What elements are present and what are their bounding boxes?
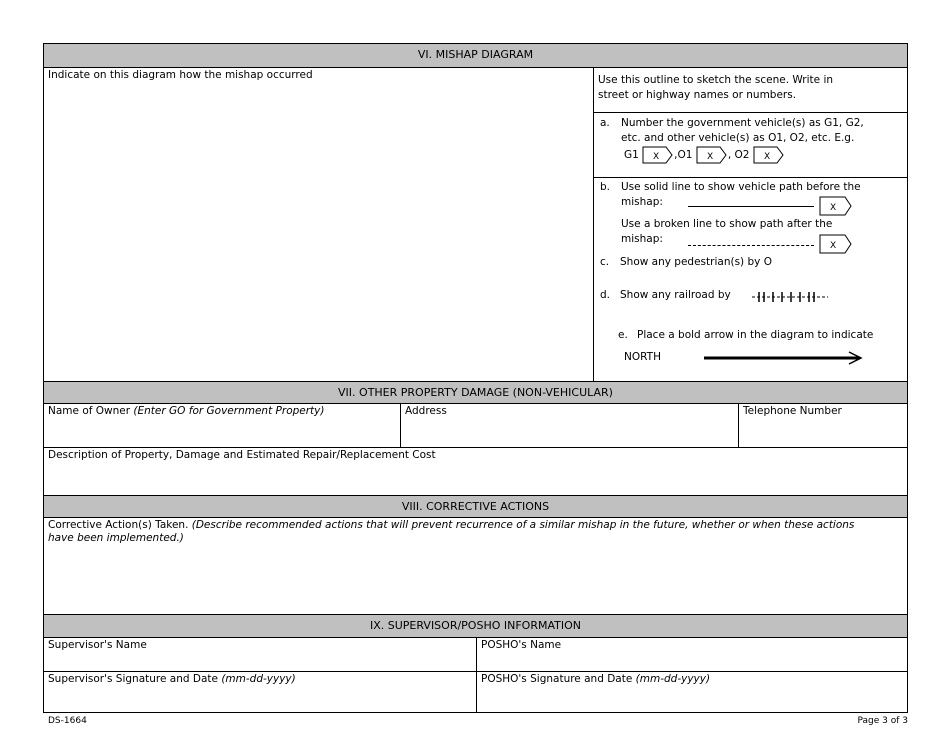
vehicle-box-icon [696, 146, 728, 164]
section-8-header [43, 495, 908, 518]
north-arrow-icon [704, 350, 864, 366]
marker-e: e. [618, 329, 628, 341]
svg-text:X: X [653, 152, 660, 162]
pedestrian-text: Show any pedestrian(s) by O [620, 256, 772, 268]
section-9-title: IX. SUPERVISOR/POSHO INFORMATION [369, 619, 581, 632]
owner-label: Name of Owner [48, 405, 134, 417]
marker-c: c. [600, 256, 610, 268]
corrective-actions-label: Corrective Action(s) Taken. [48, 519, 192, 531]
property-description-field[interactable] [43, 447, 908, 496]
telephone-label: Telephone Number [743, 405, 842, 417]
railroad-icon [752, 290, 828, 304]
svg-text:X: X [706, 152, 713, 162]
address-field[interactable] [400, 403, 739, 448]
supervisor-name-label: Supervisor's Name [48, 639, 147, 651]
north-arrow-text: Place a bold arrow in the diagram to indicate [637, 329, 874, 341]
instructions-b-e [593, 177, 908, 382]
date-hint: (mm-dd-yyyy) [221, 673, 296, 685]
owner-name-field[interactable] [43, 403, 401, 448]
instruction-a [593, 112, 908, 178]
section-8-title: VIII. CORRECTIVE ACTIONS [401, 500, 550, 513]
posho-name-field[interactable] [476, 637, 908, 672]
marker-b: b. [600, 181, 611, 193]
instructions-intro [593, 67, 908, 113]
section-9-header [43, 614, 908, 638]
vehicle-box-icon [819, 196, 853, 216]
corrective-actions-field[interactable] [43, 517, 908, 615]
supervisor-name-field[interactable] [43, 637, 477, 672]
instruction-a-text: Number the government vehicle(s) as G1, G2, etc. and other vehicle(s) as O1, O2, etc. E.g. [621, 117, 864, 144]
posho-signature-label: POSHO's Signature and Date [481, 673, 636, 685]
property-description-label: Description of Property, Damage and Estimated Repair/Replacement Cost [48, 449, 436, 461]
section-7-header [43, 381, 908, 404]
instructions-intro-text: Use this outline to sketch the scene. Write in street or highway names or numbers. [598, 74, 834, 101]
north-label: NORTH [624, 351, 661, 363]
vehicle-box-icon [753, 146, 785, 164]
example-o2: , O2 [727, 149, 750, 161]
corrective-actions-hint: (Describe recommended actions that will prevent recurrence of a similar mishap in the future, whether or when these actions have been implemented.) [48, 519, 855, 544]
solid-line-sample [688, 206, 814, 207]
page-number: Page 3 of 3 [857, 716, 908, 726]
section-6-title: VI. MISHAP DIAGRAM [417, 48, 534, 61]
section-6-header [43, 43, 908, 68]
owner-hint: (Enter GO for Government Property) [133, 405, 325, 417]
form-id: DS-1664 [48, 716, 87, 726]
vehicle-box-icon [642, 146, 674, 164]
broken-line-text: Use a broken line to show path after the mishap: [621, 218, 833, 245]
mishap-diagram-area[interactable] [43, 67, 594, 382]
posho-name-label: POSHO's Name [481, 639, 562, 651]
marker-a: a. [600, 117, 610, 129]
vehicle-box-icon [819, 234, 853, 254]
section-7-title: VII. OTHER PROPERTY DAMAGE (NON-VEHICULAR) [338, 386, 613, 399]
address-label: Address [405, 405, 447, 417]
svg-text:X: X [830, 241, 837, 251]
example-o1: ,O1 [674, 149, 693, 161]
diagram-label: Indicate on this diagram how the mishap occurred [48, 69, 313, 81]
svg-text:X: X [763, 152, 770, 162]
telephone-field[interactable] [738, 403, 908, 448]
svg-text:X: X [830, 203, 837, 213]
posho-signature-field[interactable] [476, 671, 908, 713]
supervisor-signature-field[interactable] [43, 671, 477, 713]
date-hint: (mm-dd-yyyy) [635, 673, 711, 685]
supervisor-signature-label: Supervisor's Signature and Date [48, 673, 222, 685]
example-g1: G1 [624, 149, 639, 161]
railroad-text: Show any railroad by [620, 289, 731, 301]
broken-line-sample [688, 245, 814, 246]
marker-d: d. [600, 289, 611, 301]
solid-line-text: Use solid line to show vehicle path before the mishap: [621, 181, 861, 208]
